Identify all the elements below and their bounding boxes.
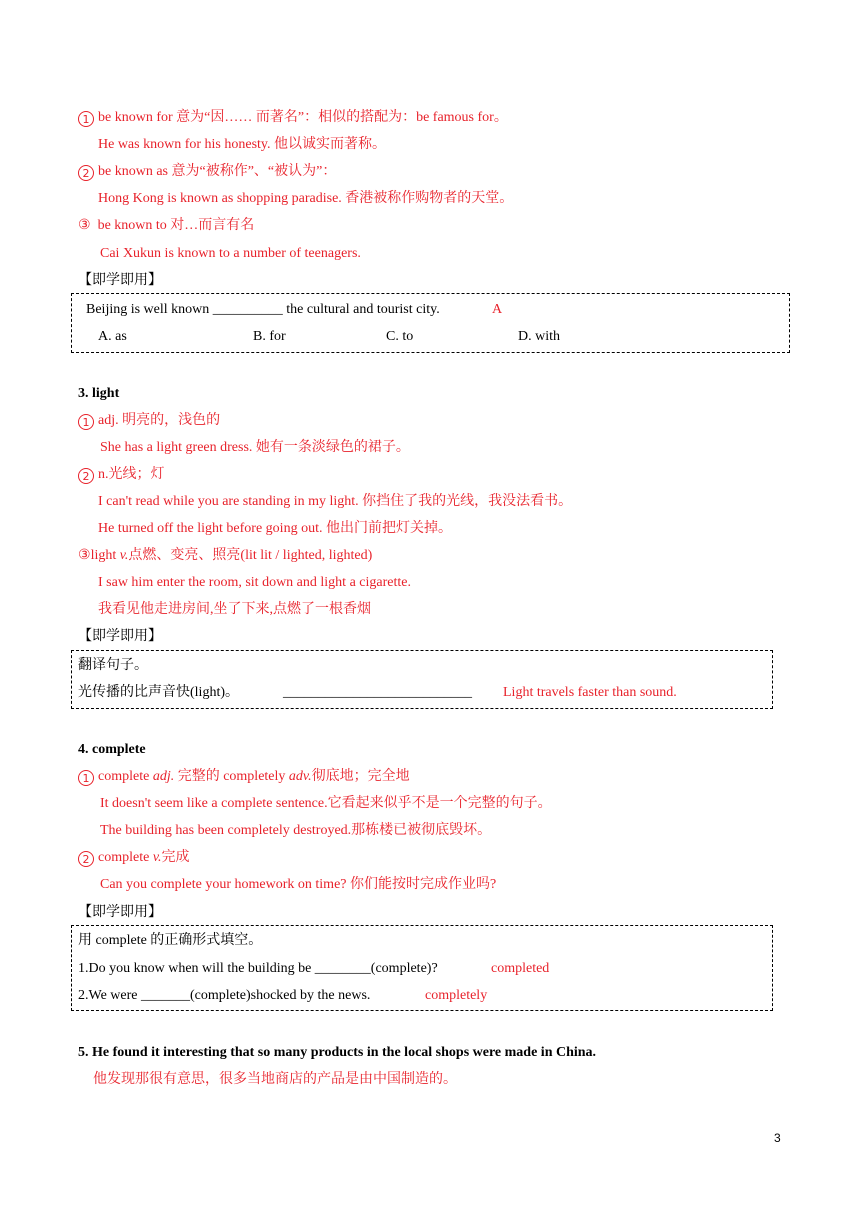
practice-instruction: 翻译句子。 bbox=[78, 658, 148, 673]
light-sense-1-example: She has a light green dress. 她有一条淡绿色的裙子。 bbox=[100, 440, 410, 455]
complete-pos-verb: v. bbox=[152, 850, 162, 865]
page-number: 3 bbox=[774, 1131, 781, 1145]
circled-number: 1 bbox=[78, 770, 94, 786]
light-sense-2-example-1: I can't read while you are standing in my light. 你挡住了我的光线，我没法看书。 bbox=[98, 494, 573, 509]
practice-label: 【即学即用】 bbox=[78, 905, 162, 920]
practice-answer: Light travels faster than sound. bbox=[503, 685, 677, 700]
practice-question-1: 1.Do you know when will the building be ________(complete)? bbox=[78, 961, 438, 976]
complete-sense-1-example-2: The building has been completely destroyed.那栋楼已被彻底毁坏。 bbox=[100, 823, 492, 838]
complete-pos-adj: adj. bbox=[152, 769, 175, 784]
light-sense-3-word: light bbox=[90, 548, 120, 563]
known-item-2-text: be known as 意为“被称作”、“被认为”： bbox=[98, 164, 337, 179]
complete-pos-adv: adv. bbox=[288, 769, 312, 784]
practice-label: 【即学即用】 bbox=[78, 629, 162, 644]
known-item-1-example: He was known for his honesty. 他以诚实而著称。 bbox=[98, 137, 387, 152]
light-sense-1 bbox=[78, 412, 220, 430]
practice-answer-2: completely bbox=[425, 988, 488, 1003]
circled-number: 1 bbox=[78, 111, 94, 127]
practice-question-2: 2.We were _______(complete)shocked by the news. bbox=[78, 988, 371, 1003]
light-sense-3-pos: v. bbox=[119, 548, 129, 563]
practice-question: 光传播的比声音快(light)。 bbox=[78, 685, 239, 700]
section-heading-five: 5. He found it interesting that so many products in the local shops were made in China. bbox=[78, 1045, 597, 1060]
light-sense-3-example-cn: 我看见他走进房间,坐了下来,点燃了一根香烟 bbox=[98, 602, 371, 617]
complete-sense-1-text-2: 彻底地；完全地 bbox=[311, 769, 410, 784]
light-sense-3-text: 点燃、变亮、照亮(lit lit / lighted, lighted) bbox=[128, 548, 373, 563]
light-sense-3 bbox=[78, 547, 372, 565]
complete-sense-1-example-1: It doesn't seem like a complete sentence.它看起来似乎不是一个完整的句子。 bbox=[100, 796, 552, 811]
practice-answer: A bbox=[492, 302, 503, 317]
practice-label: 【即学即用】 bbox=[78, 273, 162, 288]
circled-number: 1 bbox=[78, 414, 94, 430]
light-sense-3-example: I saw him enter the room, sit down and light a cigarette. bbox=[98, 575, 411, 590]
option-d: D. with bbox=[518, 329, 560, 344]
option-a: A. as bbox=[98, 329, 127, 344]
known-item-3 bbox=[78, 217, 254, 235]
practice-answer-1: completed bbox=[491, 961, 550, 976]
light-sense-2-example-2: He turned off the light before going out. 他出门前把灯关掉。 bbox=[98, 521, 452, 536]
complete-sense-2 bbox=[78, 849, 190, 867]
circled-number: 2 bbox=[78, 468, 94, 484]
light-sense-2-text: n.光线；灯 bbox=[98, 467, 165, 482]
complete-word: complete bbox=[98, 850, 153, 865]
practice-question-text: Beijing is well known __________ the cultural and tourist city. bbox=[86, 302, 440, 317]
section-five-translation: 他发现那很有意思，很多当地商店的产品是由中国制造的。 bbox=[93, 1072, 457, 1087]
complete-sense-2-example: Can you complete your homework on time? 你们能按时完成作业吗? bbox=[100, 877, 497, 892]
light-sense-2 bbox=[78, 466, 165, 484]
complete-word: complete bbox=[98, 769, 153, 784]
practice-instruction: 用 complete 的正确形式填空。 bbox=[78, 933, 263, 948]
section-heading-complete: 4. complete bbox=[78, 742, 146, 757]
circled-number: 2 bbox=[78, 165, 94, 181]
light-sense-1-text: adj. 明亮的，浅色的 bbox=[98, 413, 221, 428]
known-item-2-example: Hong Kong is known as shopping paradise. 香港被称作购物者的天堂。 bbox=[98, 191, 514, 206]
known-item-3-number: ③ bbox=[78, 218, 91, 233]
option-b: B. for bbox=[253, 329, 286, 344]
answer-blank: ___________________________ bbox=[283, 685, 472, 700]
complete-sense-1-text: 完整的 completely bbox=[174, 769, 289, 784]
light-sense-3-number: ③ bbox=[78, 548, 91, 563]
complete-sense-1 bbox=[78, 768, 410, 786]
practice-question bbox=[86, 301, 440, 319]
known-item-2 bbox=[78, 163, 336, 181]
section-heading-light: 3. light bbox=[78, 386, 120, 401]
complete-sense-2-text: 完成 bbox=[161, 850, 190, 865]
option-c: C. to bbox=[386, 329, 414, 344]
known-item-1-text: be known for 意为“因…… 而著名”：相似的搭配为：be famous for。 bbox=[98, 110, 508, 125]
known-item-3-example: Cai Xukun is known to a number of teenagers. bbox=[100, 246, 361, 261]
known-item-3-text: be known to 对…而言有名 bbox=[97, 218, 255, 233]
circled-number: 2 bbox=[78, 851, 94, 867]
known-item-1 bbox=[78, 109, 508, 127]
